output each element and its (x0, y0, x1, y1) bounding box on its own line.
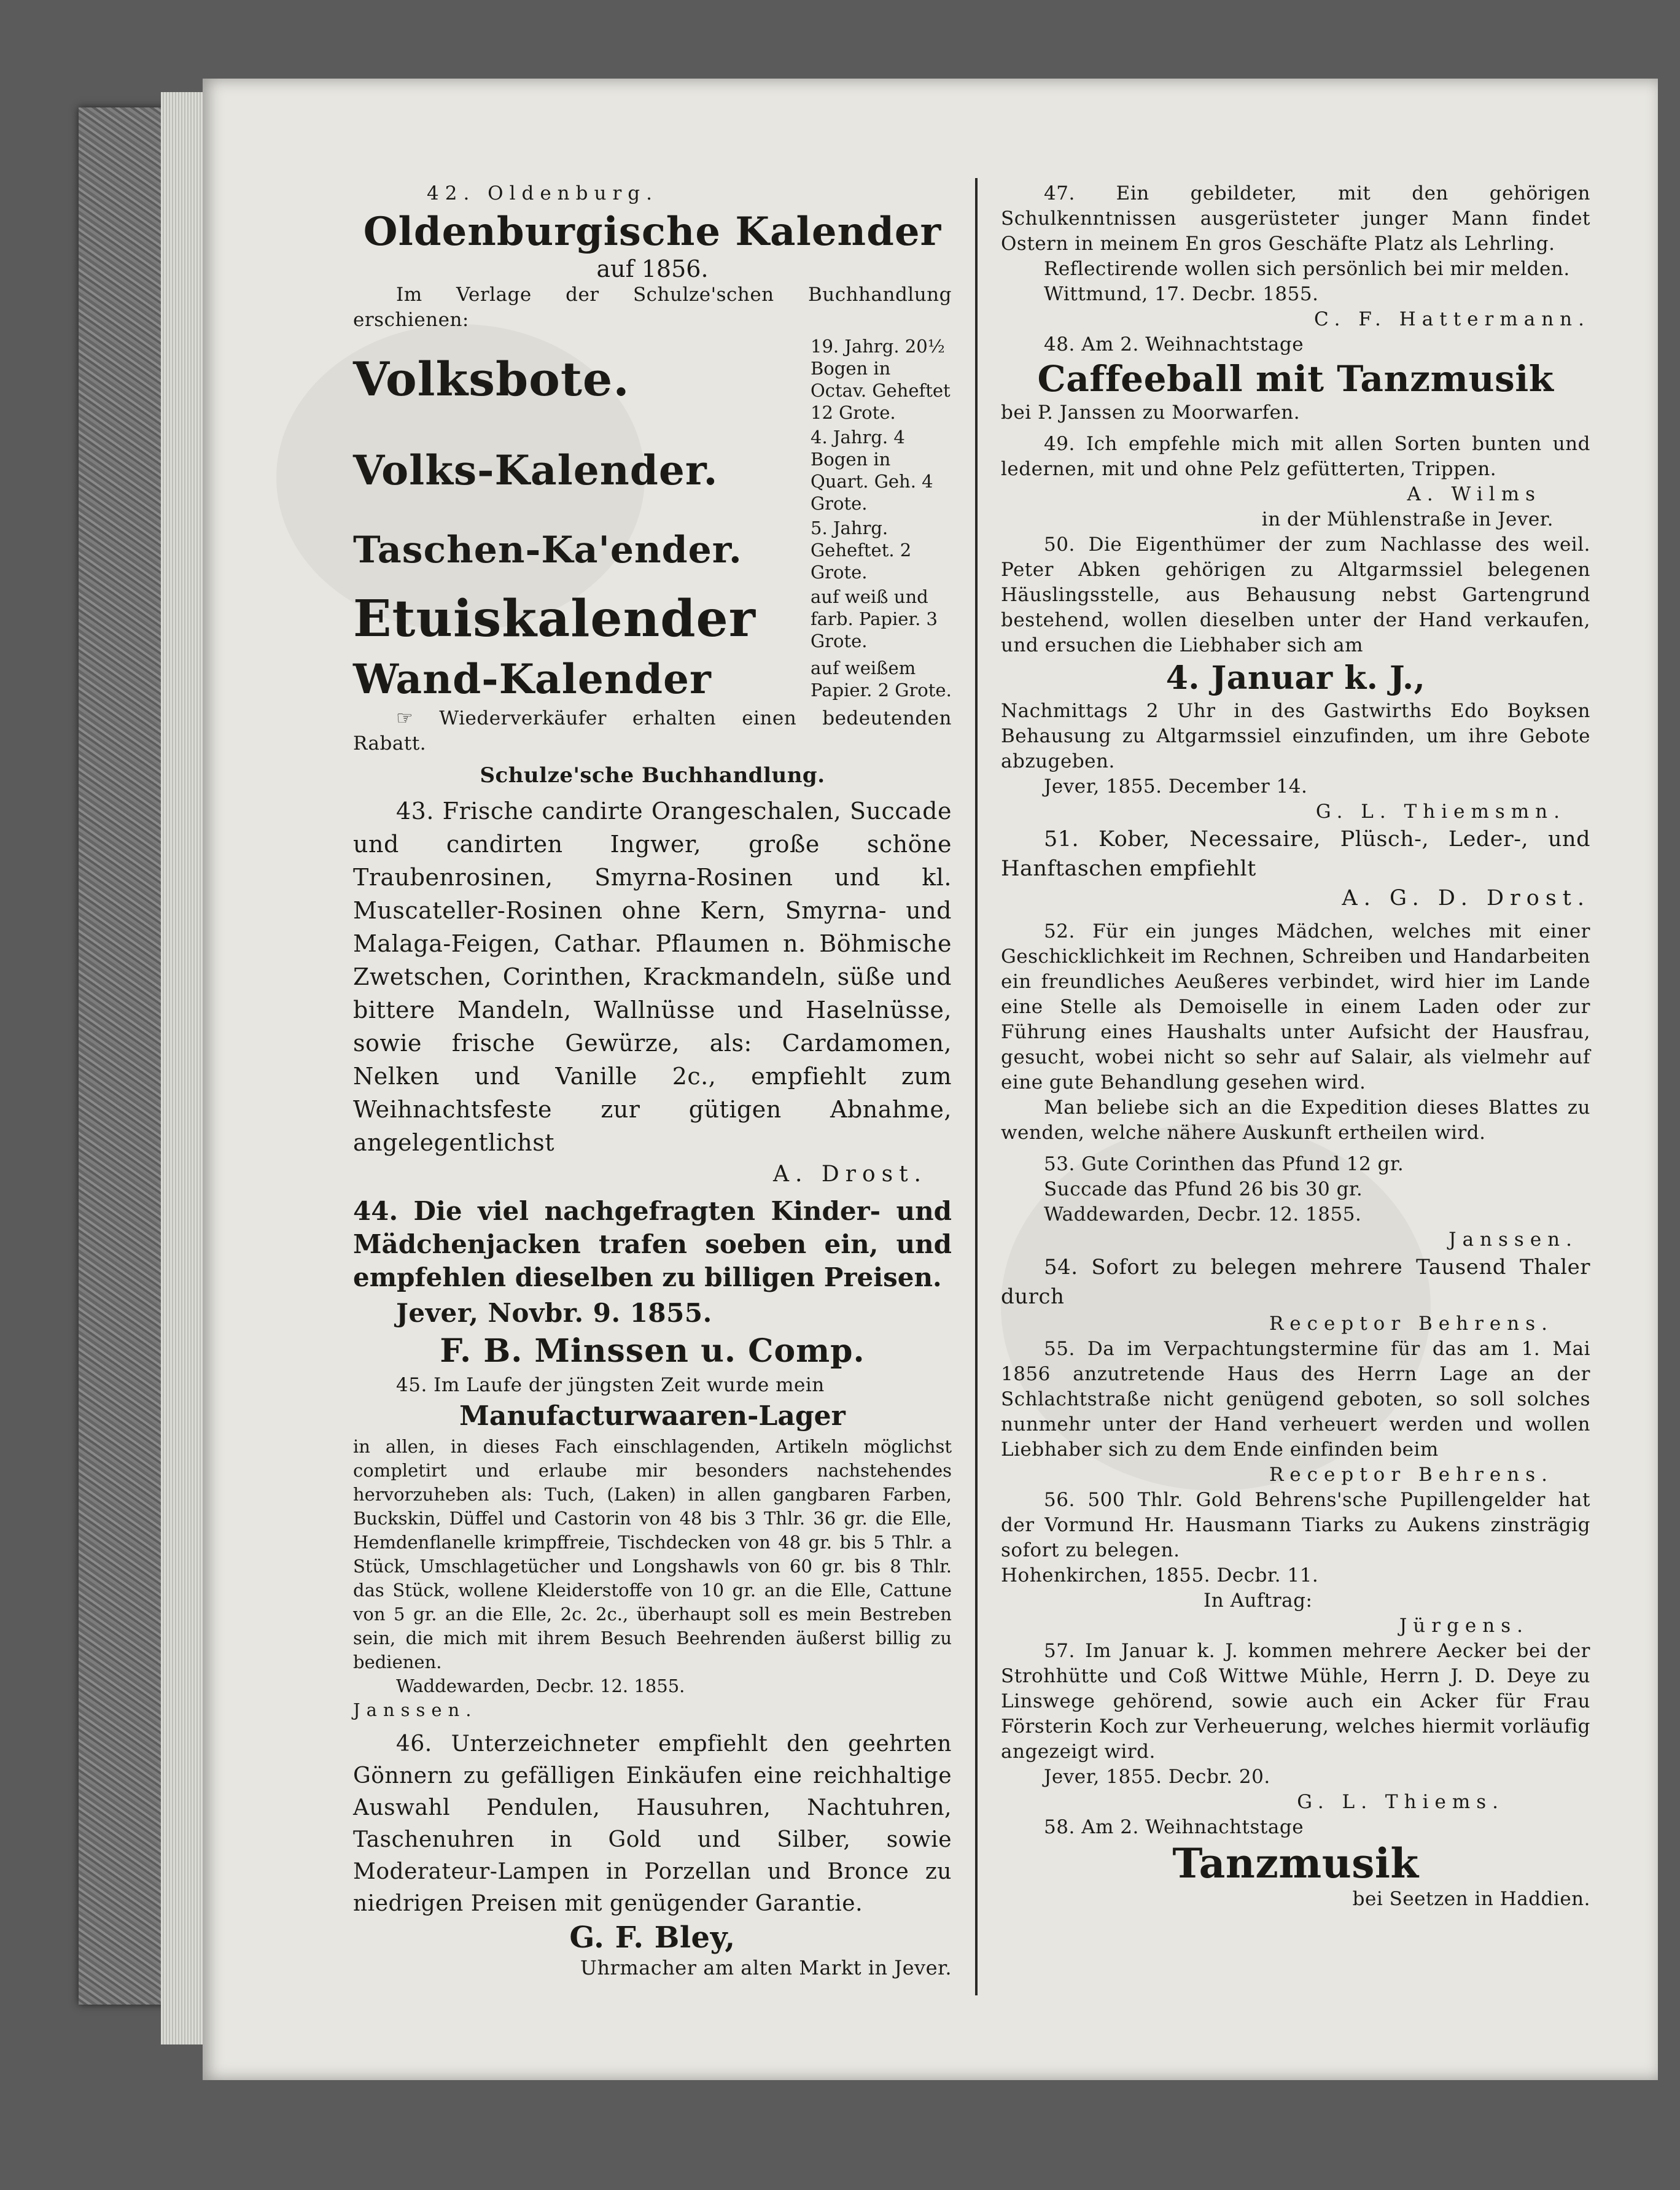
ad-49-signature: A. Wilms (1407, 483, 1541, 505)
ad-45-text: in allen, in dieses Fach einschlagenden, Artikeln möglichst completirt und erlaube mir besonders nachstehendes hervorzuheben als: Tuch, (Laken) in allen gangbaren Farben, Buckskin, Düffel und Castorin von 48 bis 3 Thlr. 36 gr. die Elle, Hemdenflanelle krimpffreie, Tischdecken von 48 gr. bis 5 Thlr. a Stück, Umschlagetücher und Longshawls von 60 gr. bis 8 Thlr. das Stück, wollene Kleiderstoffe von 10 gr. an die Elle, Cattune von 5 gr. an die Elle, 2c. 2c., überhaupt soll es mein Bestreben sein, die mich mit ihrem Besuch Beehrenden äußerst billig zu bedienen. (353, 1436, 952, 1672)
ad-48-intro: 48. Am 2. Weihnachtstage (1044, 333, 1304, 355)
ad-55-text: 55. Da im Verpachtungstermine für das am 1. Mai 1856 anzutretende Haus des Herrn Lage an der Schlachtstraße nicht genügend geboten, so soll solches nunmehr unter der Hand verheuert werden und wollen Liebhaber sich zu dem Ende einfinden beim (1001, 1338, 1590, 1461)
ad-57-text: 57. Im Januar k. J. kommen mehrere Aecker bei der Strohhütte und Coß Wittwe Mühle, Herrn J. D. Deye zu Linswege gehörend, sowie auch ein Acker für Frau Försterin Koch zur Verheuerung, welches hiermit vorläufig angezeigt wird. (1001, 1640, 1590, 1763)
ad-50-signature: G. L. Thiemsmn. (1315, 801, 1566, 823)
ad-56-text: 56. 500 Thlr. Gold Behrens'sche Pupillengelder hat der Vormund Hr. Hausmann Tiarks zu Aukens zinsträgig sofort zu belegen. (1001, 1489, 1590, 1561)
calendar-info: 4. Jahrg. 4 Bogen in Quart. Geh. 4 Grote. (811, 427, 933, 514)
calendar-name: Taschen-Ka'ender. (353, 529, 742, 572)
ad-53-date: Waddewarden, Decbr. 12. 1855. (1044, 1203, 1362, 1225)
ad-58-title: Tanzmusik (1172, 1839, 1419, 1887)
ad-51-text: 51. Kober, Necessaire, Plüsch-, Leder-, und Hanftaschen empfiehlt (1001, 827, 1590, 881)
calendar-name: Volksbote. (353, 352, 630, 406)
column-rule (975, 178, 978, 1995)
ad-42-rabatt: ☞ Wiederverkäufer erhalten einen bedeutenden Rabatt. (353, 707, 952, 755)
calendar-name: Wand-Kalender (353, 655, 712, 703)
ad-49-subline: in der Mühlenstraße in Jever. (1261, 508, 1554, 530)
ad-54-text: 54. Sofort zu belegen mehrere Tausend Thaler durch (1001, 1255, 1590, 1309)
ad-42-intro: Im Verlage der Schulze'schen Buchhandlung erschienen: (353, 284, 952, 331)
ad-44-text: 44. Die viel nachgefragten Kinder- und Mädchenjacken trafen soeben ein, und empfehlen dieselben zu billigen Preisen. (353, 1196, 952, 1292)
calendar-volksbote (353, 335, 952, 424)
ad-50-date: Jever, 1855. December 14. (1044, 775, 1308, 798)
calendar-name: Etuiskalender (353, 589, 756, 648)
calendar-taschen-kalender (353, 517, 952, 583)
ad-58-intro: 58. Am 2. Weihnachtstage (1044, 1816, 1304, 1838)
ad-49-text: 49. Ich empfehle mich mit allen Sorten bunten und ledernen, mit und ohne Pelz gefütterten, Trippen. (1001, 433, 1590, 480)
ad-47-date: Wittmund, 17. Decbr. 1855. (1044, 283, 1319, 305)
ad-56-auftrag: In Auftrag: (1204, 1590, 1313, 1612)
ad-54-signature: Receptor Behrens. (1269, 1313, 1554, 1335)
ad-45-date: Waddewarden, Decbr. 12. 1855. (396, 1676, 685, 1696)
ad-55-signature: Receptor Behrens. (1269, 1464, 1554, 1486)
ad-52-text2: Man beliebe sich an die Expedition dieses Blattes zu wenden, welche nähere Auskunft ertheilen wird. (1001, 1097, 1590, 1144)
ad-46-subline: Uhrmacher am alten Markt in Jever. (580, 1956, 952, 1979)
ad-53-text: 53. Gute Corinthen das Pfund 12 gr. (1044, 1153, 1404, 1175)
calendar-info: auf weiß und farb. Papier. 3 Grote. (811, 586, 938, 651)
ad-42-title: Oldenburgische Kalender (363, 209, 942, 255)
calendar-name: Volks-Kalender. (353, 446, 718, 494)
ad-50-text2: Nachmittags 2 Uhr in des Gastwirths Edo Boyksen Behausung zu Altgarmssiel einzufinden, um ihre Gebote abzugeben. (1001, 700, 1590, 772)
ad-53-line: Succade das Pfund 26 bis 30 gr. (1044, 1178, 1363, 1200)
ad-53-signature: Janssen. (1449, 1229, 1578, 1251)
calendar-wand-kalender (353, 654, 952, 704)
calendar-etuiskalender (353, 586, 952, 652)
ad-48-line: bei P. Janssen zu Moorwarfen. (1001, 402, 1301, 424)
ad-57-date: Jever, 1855. Decbr. 20. (1044, 1766, 1270, 1788)
ad-51-signature: A. G. D. Drost. (1342, 886, 1590, 911)
ad-56-date: Hohenkirchen, 1855. Decbr. 11. (1001, 1564, 1319, 1586)
ad-46-signature: G. F. Bley, (569, 1920, 736, 1955)
ad-47-signature: C. F. Hattermann. (1314, 308, 1590, 330)
ad-50-date-big: 4. Januar k. J., (1165, 659, 1426, 697)
ad-48-title: Caffeeball mit Tanzmusik (1037, 358, 1554, 400)
calendar-info: 19. Jahrg. 20½ Bogen in Octav. Geheftet 12 Grote. (811, 336, 951, 423)
calendar-info: auf weißem Papier. 2 Grote. (811, 658, 952, 701)
calendar-volks-kalender (353, 426, 952, 514)
ad-47-line: Reflectirende wollen sich persönlich bei mir melden. (1044, 258, 1570, 280)
ad-46-text: 46. Unterzeichneter empfiehlt den geehrten Gönnern zu gefälligen Einkäufen eine reichhaltige Auswahl Pendulen, Hausuhren, Nachtuhren, Taschenuhren in Gold und Silber, sowie Moderateur-Lampen in Porzellan und Bronce zu niedrigen Preisen mit genügender Garantie. (353, 1731, 952, 1916)
ad-44-signature: F. B. Minssen u. Comp. (440, 1332, 865, 1370)
ad-42-signature: Schulze'sche Buchhandlung. (480, 763, 825, 788)
ad-45-title: Manufacturwaaren-Lager (459, 1400, 846, 1432)
ad-56-signature: Jürgens. (1399, 1615, 1529, 1637)
calendar-info: 5. Jahrg. Geheftet. 2 Grote. (811, 518, 912, 583)
book-cover-edge (79, 107, 168, 2005)
ad-45-intro: 45. Im Laufe der jüngsten Zeit wurde mein (396, 1374, 825, 1396)
ad-52-text: 52. Für ein junges Mädchen, welches mit einer Geschicklichkeit im Rechnen, Schreiben und Handarbeiten ein freundliches Aeußeres verbindet, wird hier im Lande eine Stelle als Demoiselle in einem Laden oder zur Führung eines Haushalts unter Aufsicht der Hausfrau, gesucht, wobei nicht so sehr auf Salair, als vielmehr auf eine gute Behandlung gesehen wird. (1001, 920, 1590, 1093)
ad-50-text: 50. Die Eigenthümer der zum Nachlasse des weil. Peter Abken gehörigen zu Altgarmssiel belegenen Häuslingsstelle, aus Behausung nebst Gartengrund bestehend, wollen dieselben unter der Hand verkaufen, und ersuchen die Liebhaber sich am (1001, 534, 1590, 656)
ad-43-text: 43. Frische candirte Orangeschalen, Succade und candirten Ingwer, große schöne Traubenrosinen, Smyrna-Rosinen und kl. Muscateller-Rosinen ohne Kern, Smyrna- und Malaga-Feigen, Cathar. Pflaumen n. Böhmische Zwetschen, Corinthen, Krackmandeln, süße und bittere Mandeln, Wallnüsse und Haselnüsse, sowie frische Gewürze, als: Cardamomen, Nelken und Vanille 2c., empfiehlt zum Weihnachtsfeste zur gütigen Abnahme, angelegentlichst (353, 798, 952, 1156)
ad-45-signature: Janssen. (353, 1699, 478, 1720)
ad-42-header: 42. Oldenburg. (427, 182, 658, 204)
ad-43-signature: A. Drost. (772, 1162, 927, 1187)
left-column (353, 181, 952, 1981)
ad-57-signature: G. L. Thiems. (1297, 1791, 1504, 1813)
right-column (1001, 181, 1590, 1912)
ad-44-date: Jever, Novbr. 9. 1855. (396, 1298, 712, 1328)
ad-58-line: bei Seetzen in Haddien. (1352, 1888, 1590, 1910)
ad-42-year: auf 1856. (596, 255, 709, 282)
ad-47-text: 47. Ein gebildeter, mit den gehörigen Schulkenntnissen ausgerüsteter junger Mann findet Ostern in meinem En gros Geschäfte Platz als Lehrling. (1001, 182, 1590, 255)
